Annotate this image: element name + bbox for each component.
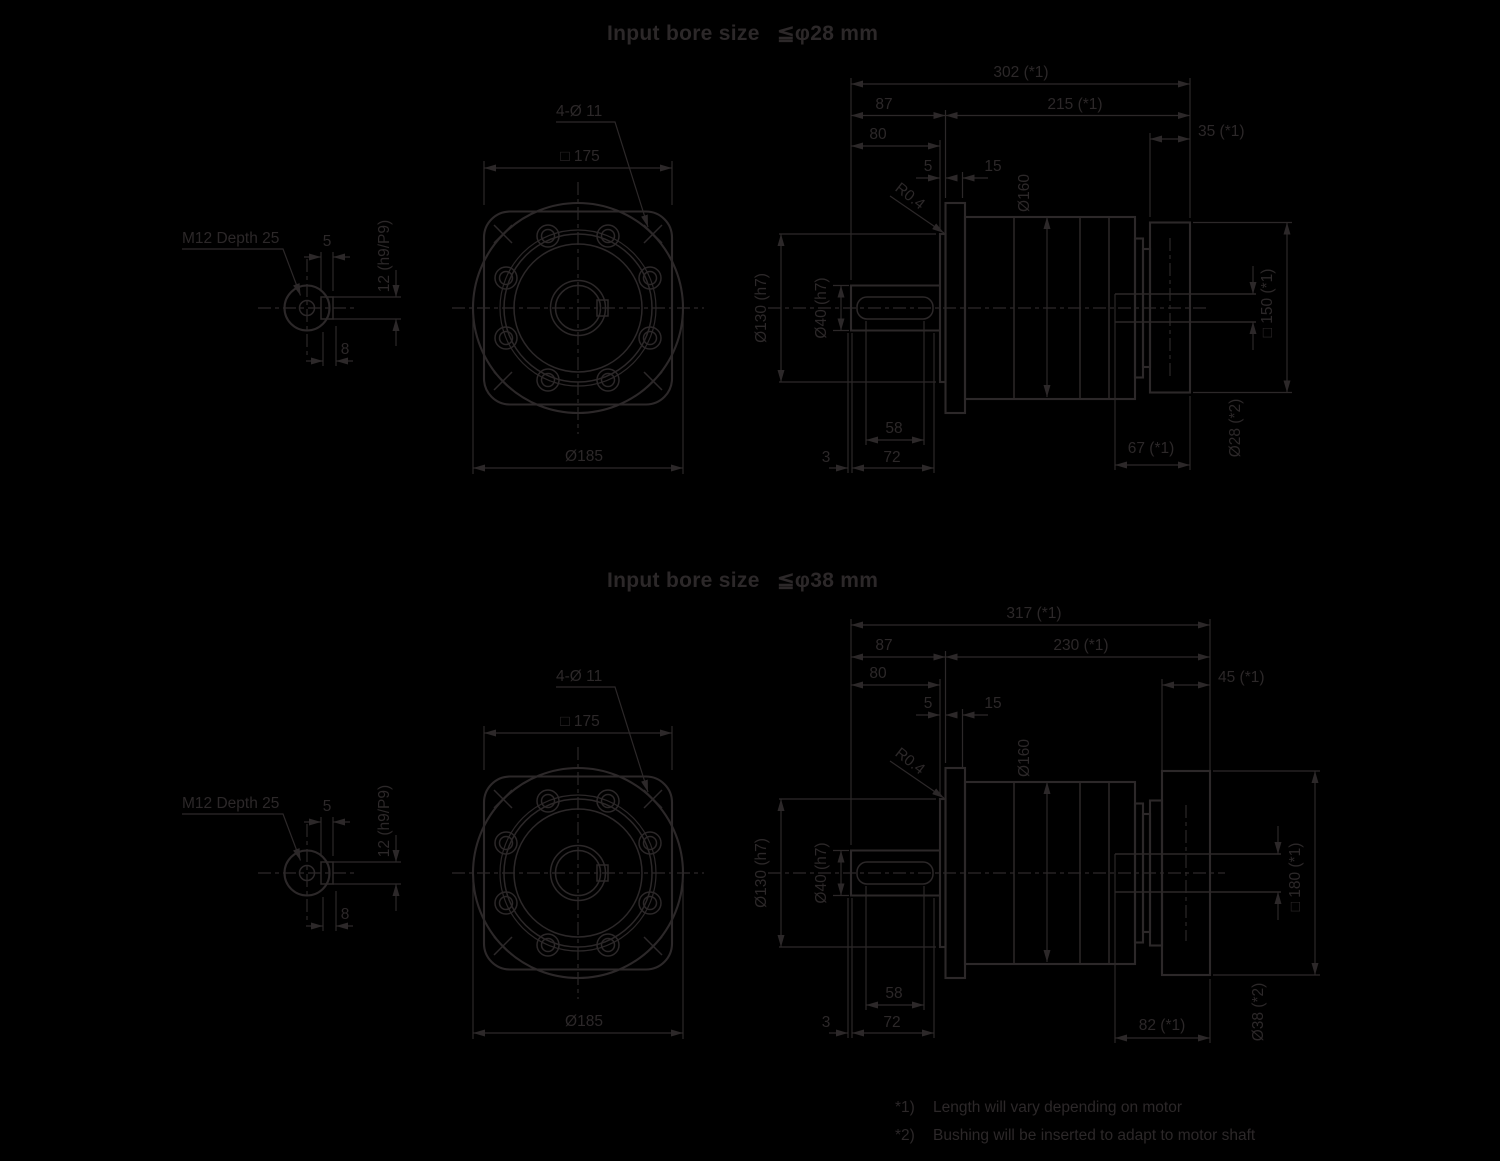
keyway-fit-dim: 12 (h9/P9)	[376, 219, 393, 293]
keyway-depth-dim: 8	[340, 341, 350, 358]
section-bore-28	[182, 22, 1292, 474]
ext-lines	[321, 252, 333, 291]
keyway-width-dim: 5	[322, 798, 332, 815]
keyway-width-dim: 5	[322, 233, 332, 250]
total-length-dim: 317 (*1)	[1006, 605, 1062, 622]
keyway-fit-dim: 12 (h9/P9)	[376, 784, 393, 858]
adapter-depth-dim: 82 (*1)	[1138, 1017, 1186, 1034]
spigot-dia-dim: Ø130 (h7)	[753, 838, 770, 908]
flange-dia-dim: Ø185	[565, 1013, 603, 1030]
footnote-2-text: Bushing will be inserted to adapt to motor shaft	[933, 1127, 1256, 1144]
section1-title	[607, 22, 878, 45]
section-bore-38	[182, 569, 1320, 1043]
section1-title-value: ≦φ28 mm	[777, 22, 879, 45]
leader-line	[182, 249, 301, 296]
fillet-radius: R0.4	[891, 179, 928, 214]
ext-lines	[1193, 223, 1292, 393]
input-section-dim: 87	[875, 637, 893, 654]
shaft-to-body-dim: 80	[869, 665, 887, 682]
input-section-dim: 87	[875, 96, 893, 113]
ext-lines	[321, 817, 333, 856]
keyway-depth-dim: 8	[340, 906, 350, 923]
footnote-1-marker: *1)	[895, 1099, 915, 1116]
footnote-1-text: Length will vary depending on motor	[933, 1099, 1183, 1116]
input-bore-dia-dim: Ø38 (*2)	[1250, 982, 1267, 1042]
leader-line	[182, 814, 301, 861]
shaft-length-dim: 72	[883, 1014, 901, 1031]
s1-front-view	[452, 103, 704, 474]
s2-side-core	[753, 739, 1225, 1038]
flange-square-dim: □ 175	[560, 713, 600, 730]
shaft-to-body-dim: 80	[869, 126, 887, 143]
footnotes	[895, 1099, 1256, 1144]
keyway-length-dim: 58	[885, 420, 903, 437]
motor-section-dim: 215 (*1)	[1047, 96, 1103, 113]
thread-label: M12 Depth 25	[182, 795, 280, 812]
shaft-dia-dim: Ø40 (h7)	[813, 842, 830, 904]
motor-flange-square-dim: □ 150 (*1)	[1259, 268, 1276, 338]
section2-title-label: Input bore size	[607, 569, 760, 592]
bolt-holes-label: 4-Ø 11	[556, 103, 603, 120]
adapter-depth-dim: 67 (*1)	[1127, 440, 1175, 457]
section1-title-label: Input bore size	[607, 22, 760, 45]
spigot-step-dim: 5	[923, 695, 933, 712]
ext-lines	[851, 619, 1210, 845]
spigot-dia-dim: Ø130 (h7)	[753, 273, 770, 343]
flange-square-dim: □ 175	[560, 148, 600, 165]
fillet-radius: R0.4	[891, 744, 928, 779]
shaft-length-dim: 72	[883, 449, 901, 466]
footnote-2-marker: *2)	[895, 1127, 915, 1144]
flange-thickness-dim: 15	[984, 158, 1002, 175]
thread-label: M12 Depth 25	[182, 230, 280, 247]
s1-shaft-end-view	[182, 220, 401, 366]
ext-lines	[323, 326, 336, 366]
section2-title	[607, 569, 878, 592]
bolt-holes-label: 4-Ø 11	[556, 668, 603, 685]
motor-section-dim: 230 (*1)	[1053, 637, 1109, 654]
total-length-dim: 302 (*1)	[993, 64, 1049, 81]
shaft-offset-dim: 3	[821, 1014, 831, 1031]
shaft-dia-dim: Ø40 (h7)	[813, 277, 830, 339]
flange-thickness-dim: 15	[984, 695, 1002, 712]
ext-lines	[323, 891, 336, 931]
motor-flange-square-dim: □ 180 (*1)	[1287, 842, 1304, 912]
body-dia-dim: Ø160	[1016, 739, 1033, 777]
s2-shaft-end-view	[182, 785, 401, 931]
keyway-length-dim: 58	[885, 985, 903, 1002]
motor-flange-depth-dim: 35 (*1)	[1198, 123, 1245, 140]
motor-flange-depth-dim: 45 (*1)	[1218, 669, 1265, 686]
shaft-offset-dim: 3	[821, 449, 831, 466]
section2-title-value: ≦φ38 mm	[777, 569, 879, 592]
s2-front-view	[452, 668, 704, 1039]
input-bore-dia-dim: Ø28 (*2)	[1227, 398, 1244, 458]
flange-dia-dim: Ø185	[565, 448, 603, 465]
s1-side-view	[753, 64, 1292, 473]
spigot-step-dim: 5	[923, 158, 933, 175]
body-dia-dim: Ø160	[1016, 174, 1033, 212]
s2-side-view	[753, 605, 1320, 1043]
